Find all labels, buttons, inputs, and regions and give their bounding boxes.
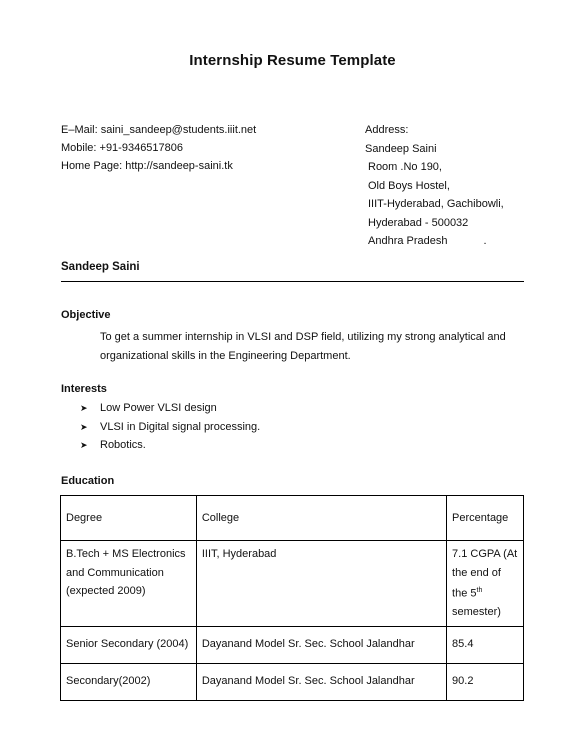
mobile-line: Mobile: +91-9346517806 [61,142,184,154]
column-header: College [196,496,446,541]
objective-text: To get a summer internship in VLSI and DSP field, utilizing my strong analytical and organizational skills in the Engineering Department. [100,331,506,362]
list-item [80,436,260,455]
table-row [61,663,524,700]
percentage-cell: 90.2 [447,663,524,700]
degree-cell: Secondary(2002) [61,663,197,700]
objective-heading: Objective [61,309,111,321]
interest-text: VLSI in Digital signal processing. [100,420,261,433]
candidate-name: Sandeep Saini [61,261,140,273]
table-row [61,626,524,663]
college-cell: Dayanand Model Sr. Sec. School Jalandhar [196,663,446,700]
interests-heading: Interests [61,383,107,395]
arrowhead-bullet-icon: ➤ [80,421,88,432]
column-header: Percentage [447,496,524,541]
table-row [61,541,524,627]
address-line: IIIT-Hyderabad, Gachibowli, [368,198,504,210]
address-line: Room .No 190, [368,161,442,173]
document-title: Internship Resume Template [189,52,396,69]
email-line: E–Mail: saini_sandeep@students.iiit.net [61,124,257,136]
degree-cell: Senior Secondary (2004) [61,626,197,663]
arrowhead-bullet-icon: ➤ [80,403,88,413]
divider [61,281,524,282]
list-item [80,399,260,418]
table-header-row [61,496,524,541]
percentage-cell: 85.4 [447,626,524,663]
address-line: Hyderabad - 500032 [368,216,469,229]
address-state: Andhra Pradesh [368,235,448,247]
list-item [80,418,260,437]
address-line: Sandeep Saini [365,142,437,155]
contact-block [61,121,256,175]
address-line: Old Boys Hostel, [368,179,450,192]
trailing-mark: . [483,235,487,247]
college-cell: Dayanand Model Sr. Sec. School Jalandhar [196,626,446,663]
interest-text: Robotics. [100,439,146,451]
address-label: Address: [365,124,409,136]
address-line [365,232,504,251]
degree-cell: B.Tech + MS Electronics and Communication (expected 2009) [61,541,197,627]
education-table [60,495,524,701]
interests-list [80,399,260,455]
homepage-line: Home Page: http://sandeep-saini.tk [61,160,233,172]
arrowhead-bullet-icon: ➤ [80,440,88,450]
college-cell: IIIT, Hyderabad [196,541,446,627]
education-heading: Education [61,475,115,487]
column-header: Degree [61,496,197,541]
percentage-cell: 7.1 CGPA (At the end of the 5th semester) [447,541,524,627]
interest-text: Low Power VLSI design [100,402,217,414]
address-block [365,121,504,251]
